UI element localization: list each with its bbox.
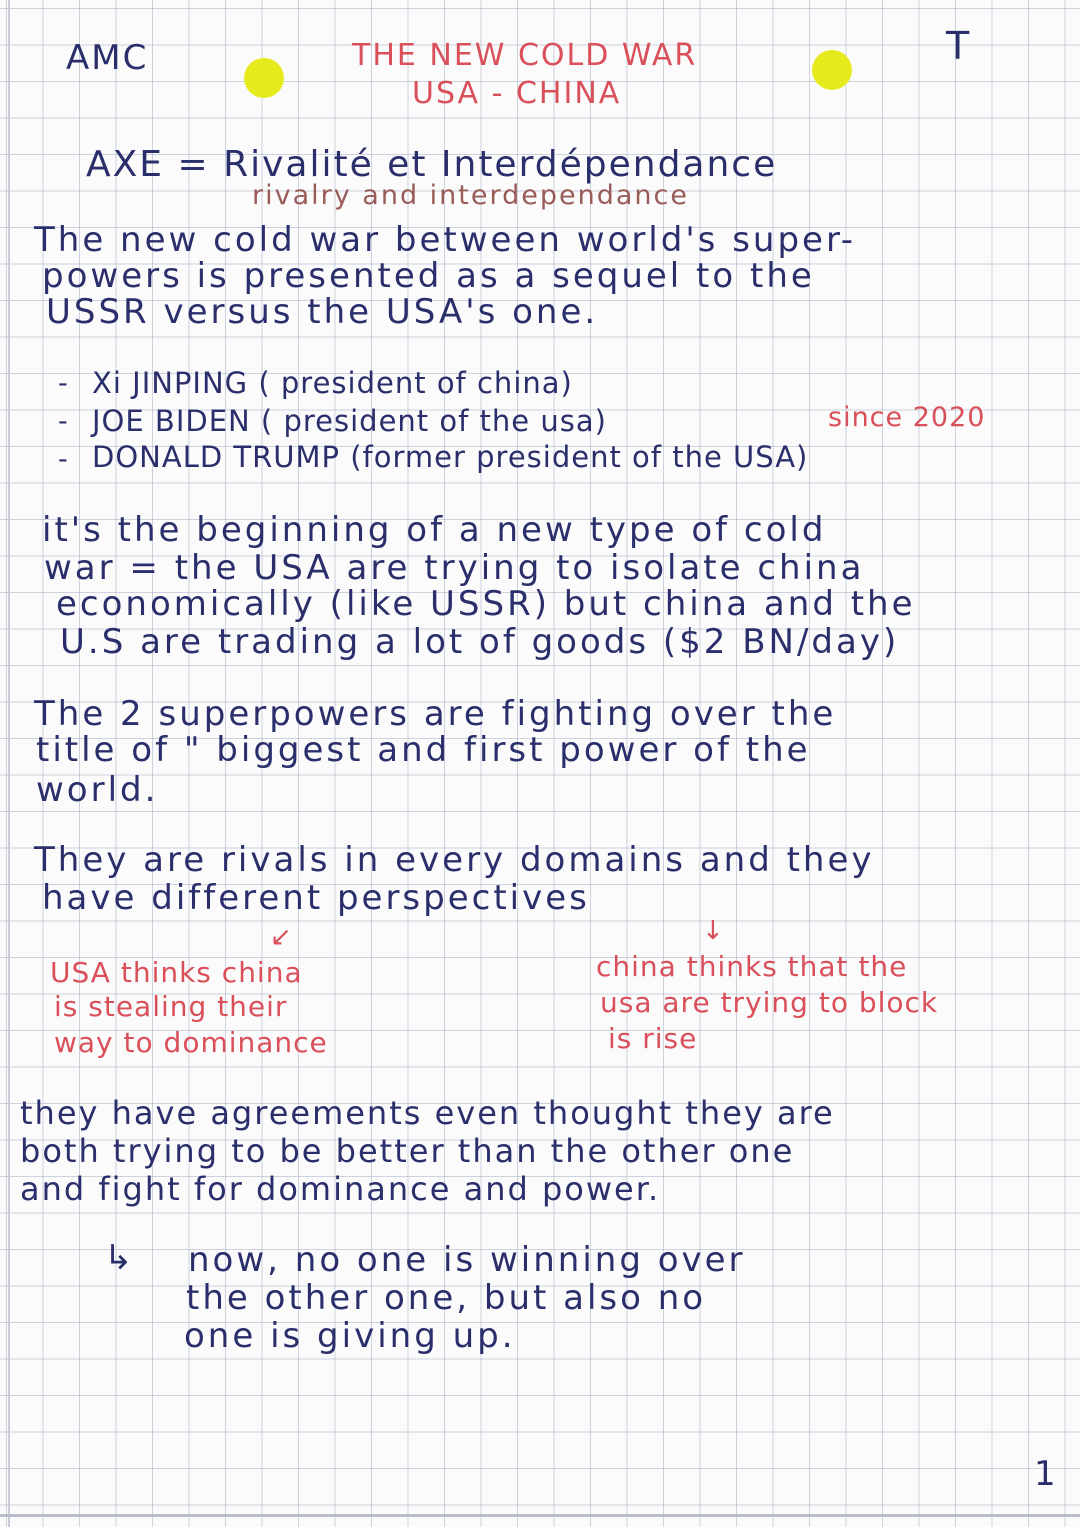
para-line: The 2 superpowers are fighting over the — [34, 694, 837, 734]
para-line: They are rivals in every domains and they — [34, 840, 875, 880]
intro-line: powers is presented as a sequel to the — [42, 256, 815, 296]
para-line: world. — [36, 770, 159, 810]
arrow-icon: ↓ — [702, 916, 724, 946]
para-line: have different perspectives — [42, 878, 590, 918]
para-line: they have agreements even thought they are — [20, 1094, 835, 1132]
china-perspective-line: usa are trying to block — [600, 986, 939, 1019]
china-perspective-line: is rise — [608, 1022, 698, 1055]
para-line: both trying to be better than the other one — [20, 1132, 795, 1170]
page-title-line1: THE NEW COLD WAR — [352, 38, 698, 73]
para-line: war = the USA are trying to isolate china — [44, 548, 865, 588]
arrow-icon: ↙ — [270, 922, 292, 952]
person-note: since 2020 — [828, 402, 986, 433]
intro-line: USSR versus the USA's one. — [46, 292, 599, 332]
para-line: economically (like USSR) but china and the — [56, 584, 916, 624]
page-number: 1 — [1034, 1454, 1058, 1494]
list-dash: - — [58, 406, 69, 437]
person-item: JOE BIDEN ( president of the usa) — [92, 404, 607, 438]
axe-heading: AXE = Rivalité et Interdépendance — [86, 144, 778, 185]
highlight-dot-left — [244, 58, 284, 98]
usa-perspective-line: is stealing their — [54, 990, 288, 1023]
person-item: DONALD TRUMP (former president of the USA) — [92, 440, 809, 474]
page-title-line2: USA - CHINA — [412, 76, 622, 111]
conclusion-arrow-icon: ↳ — [104, 1238, 136, 1278]
page-bottom-edge — [0, 1514, 1080, 1517]
china-perspective-line: china thinks that the — [596, 950, 908, 983]
page-edge — [8, 0, 10, 1527]
conclusion-line: the other one, but also no — [186, 1278, 707, 1318]
para-line: it's the beginning of a new type of cold — [42, 510, 827, 550]
para-line: title of " biggest and first power of the — [36, 730, 811, 770]
list-dash: - — [58, 444, 69, 475]
conclusion-line: one is giving up. — [184, 1316, 516, 1356]
header-left: AMC — [66, 38, 149, 78]
para-line: and fight for dominance and power. — [20, 1170, 661, 1208]
conclusion-line: now, no one is winning over — [188, 1240, 746, 1280]
list-dash: - — [58, 368, 69, 399]
header-right: T — [946, 24, 972, 68]
usa-perspective-line: USA thinks china — [50, 956, 303, 989]
para-line: U.S are trading a lot of goods ($2 BN/day) — [60, 622, 900, 662]
person-item: Xi JINPING ( president of china) — [92, 366, 573, 400]
intro-line: The new cold war between world's super- — [34, 220, 857, 260]
usa-perspective-line: way to dominance — [54, 1026, 328, 1059]
axe-translation: rivalry and interdependance — [252, 180, 689, 211]
highlight-dot-right — [812, 50, 852, 90]
